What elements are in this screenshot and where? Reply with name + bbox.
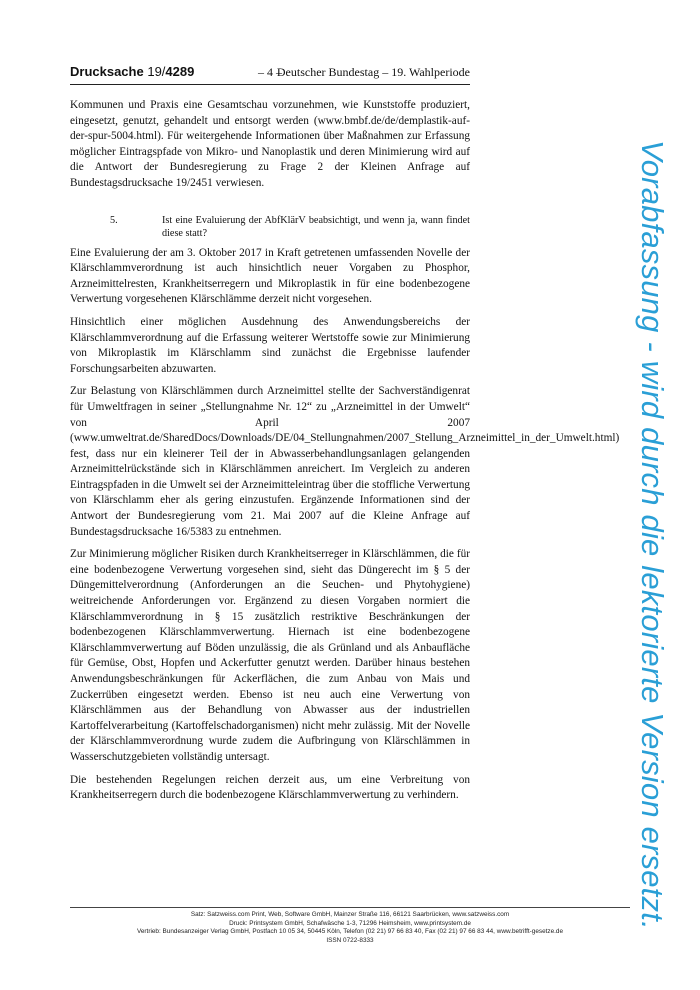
footer-typesetting: Satz: Satzweiss.com Print, Web, Software GmbH, Mainzer Straße 116, 66121 Saarbrücken, www.satzweiss.com xyxy=(190,911,510,918)
paragraph-4: Zur Belastung von Klärschlämmen durch Arzneimittel stellte der Sachverständigenrat für Umweltfragen in seiner „Stellungnahme Nr. 12“ zu „Arzneimittel in der Umwelt“ von April 2007 (www.umweltrat.de/SharedDocs/Downloads/DE/04_Stellungnahmen/2007_Stellung_Arzneimittel_in_der_Umwelt.html) fest, dass nur ein kleinerer Teil der in Abwasserbehandlungsanlagen gelangenden Arzneimittelrückstände sich in Klärschlämmen anreichert. Im Vergleich zu anderen Eintragspfaden in die Umwelt sei der Arzneimitteleintrag über die stoffliche Verwertung von Klärschlamm eher als gering einzustufen. Ergänzende Informationen sind der Antwort der Bundesregierung vom 21. Mai 2007 auf die Kleine Anfrage auf Bundestagsdrucksache 16/5383 zu entnehmen. xyxy=(70,385,620,538)
doc-number-prefix: 19/ xyxy=(147,64,166,79)
doc-label: Drucksache xyxy=(70,64,144,79)
page-footer xyxy=(70,907,630,945)
page-number: – 4 – xyxy=(258,65,282,79)
institution: Deutscher Bundestag – 19. Wahlperiode xyxy=(276,65,470,79)
paragraph-1: Kommunen und Praxis eine Gesamtschau vorzunehmen, wie Kunststoffe produziert, eingesetzt, genutzt, gehandelt und entsorgt werden (www.bmbf.de/de/demplastik-auf-der-spur-5004.html). Für weitergehende Informationen über Maßnahmen zur Erfassung möglicher Eintragspfade von Mikro- und Nanoplastik und deren Minimierung wird auf die Antwort der Bundesregierung zu Frage 2 der Kleinen Anfrage auf Bundestagsdrucksache 19/2451 verwiesen. xyxy=(70,99,470,189)
paragraph-6: Die bestehenden Regelungen reichen derzeit aus, um eine Verbreitung von Krankheitserregern durch die bodenbezogene Klärschlammverwertung zu verhindern. xyxy=(70,773,470,802)
doc-number: 4289 xyxy=(165,64,195,79)
page-header xyxy=(70,64,470,85)
footer-printing: Druck: Printsystem GmbH, Schafwäsche 1-3, 71296 Heimsheim, www.printsystem.de xyxy=(229,919,471,927)
footer-distribution: Vertrieb: Bundesanzeiger Verlag GmbH, Postfach 10 05 34, 50445 Köln, Telefon (02 21) 97 66 83 40, Fax (02 21) 97 66 83 44, www.betrifft-gesetze.de xyxy=(136,928,564,936)
question-text: Ist eine Evaluierung der AbfKlärV beabsichtigt, und wenn ja, wann findet diese statt? xyxy=(162,214,470,239)
footer-issn: ISSN 0722-8333 xyxy=(326,936,374,944)
paragraph-3: Hinsichtlich einer möglichen Ausdehnung des Anwendungsbereichs der Klärschlammverordnung auf die Erfassung weiterer Wertstoffe sowie zur Minimierung von Mikroplastik im Klärschlamm sind zunächst die Ergebnisse laufender Forschungsarbeiten abzuwarten. xyxy=(70,315,470,375)
paragraph-2: Eine Evaluierung der am 3. Oktober 2017 in Kraft getretenen umfassenden Novelle der Klärschlammverordnung ist auch hinsichtlich neuer Vorgaben zu Phosphor, Arzneimittelresten, Krankheitserregern und Mikroplastik in für eine bodenbezogene Verwertung vorgesehenen Klärschlämme derzeit nicht vorgesehen. xyxy=(70,246,470,306)
draft-watermark: Vorabfassung - wird durch die lektorierte Version ersetzt. xyxy=(635,140,670,930)
document-body xyxy=(70,98,620,811)
paragraph-5: Zur Minimierung möglicher Risiken durch Krankheitserreger in Klärschlämmen, die für eine bodenbezogene Verwertung vorgesehen sind, sieht das Düngerecht im § 5 der Düngemittelverordnung (Anforderungen an die Seuchen- und Phytohygiene) weitreichende Anforderungen vor. Ergänzend zu diesen Vorgaben normiert die Klärschlammverordnung in § 15 zusätzlich restriktive Beschränkungen der bodenbezogenen Klärschlammverwertung. Hiernach ist eine bodenbezogene Klärschlammverwertung auf Böden unzulässig, die als Grünland und als Anbaufläche für Gemüse, Obst, Hopfen und Ackerfutter genutzt werden. Darüber hinaus bestehen Anwendungsbeschränkungen für Ackerflächen, die zum Anbau von Mais und Zuckerrüben eingesetzt werden. Ebenso ist neu auch eine Verwertung von Klärschlämmen aus der Behandlung von Abwasser aus der industriellen Kartoffelverarbeitung (Kartoffelschadorganismen) nicht mehr zulässig. Mit der Novelle der Klärschlammverordnung wurde zudem die Aufbringung von Klärschlämmen in Wasserschutzgebieten vollständig untersagt. xyxy=(70,548,470,763)
question-block xyxy=(70,214,470,240)
question-number: 5. xyxy=(110,214,118,226)
